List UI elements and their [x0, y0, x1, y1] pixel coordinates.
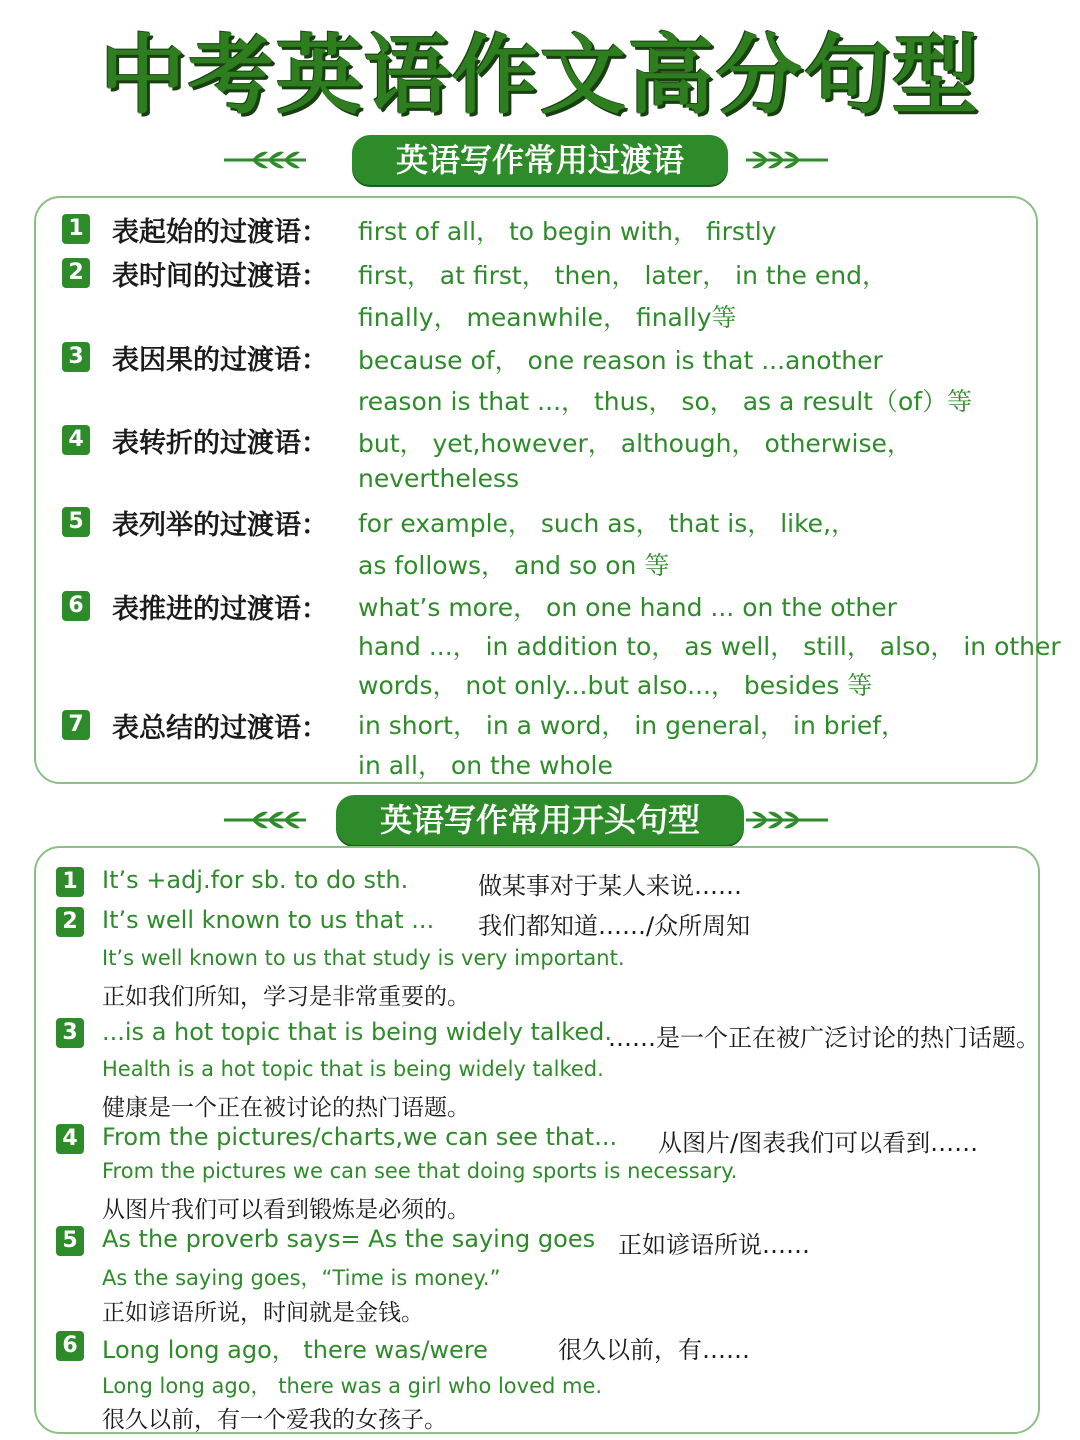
item-number-badge: 4	[62, 425, 90, 455]
pattern-meaning: 很久以前，有……	[558, 1336, 750, 1364]
openings-box	[34, 846, 1040, 1434]
wheat-left-icon	[222, 140, 308, 180]
section-banner-transitions	[0, 130, 1080, 190]
transition-words: but， yet,however， although， otherwise，	[358, 429, 912, 458]
example-english: As the saying goes，“Time is money.”	[102, 1266, 501, 1290]
example-english: From the pictures we can see that doing sports is necessary.	[102, 1159, 738, 1183]
example-chinese: 正如谚语所说，时间就是金钱。	[102, 1300, 424, 1326]
example-chinese: 从图片我们可以看到锻炼是必须的。	[102, 1197, 470, 1223]
transition-words: in all， on the whole	[358, 751, 613, 780]
pattern-meaning: 从图片/图表我们可以看到……	[658, 1129, 979, 1157]
section-banner-openings	[0, 790, 1080, 850]
item-number-badge: 5	[56, 1226, 84, 1256]
item-number-badge: 3	[62, 342, 90, 372]
item-number-badge: 1	[56, 867, 84, 897]
pattern-meaning: 正如谚语所说……	[618, 1231, 810, 1259]
category-label: 表推进的过渡语：	[112, 594, 328, 625]
category-label: 表起始的过渡语：	[112, 217, 328, 248]
example-english: It’s well known to us that study is very important.	[102, 946, 625, 970]
item-number-badge: 1	[62, 214, 90, 244]
transition-words: reason is that ...， thus， so， as a result（of）等	[358, 387, 973, 416]
item-number-badge: 4	[56, 1124, 84, 1154]
transitions-box	[34, 196, 1061, 784]
category-label: 表转折的过渡语：	[112, 428, 328, 459]
wheat-right-icon	[744, 800, 830, 840]
transition-words: as follows， and so on 等	[358, 551, 670, 580]
pattern-english: It’s well known to us that ...	[102, 906, 435, 934]
page-title: 中考英语作文高分句型	[100, 26, 980, 126]
transition-words: in short， in a word， in general， in brief，	[358, 711, 907, 740]
pattern-english: From the pictures/charts,we can see that...	[102, 1123, 618, 1151]
example-chinese: 很久以前，有一个爱我的女孩子。	[102, 1407, 447, 1433]
transition-words: words， not only...but also...， besides 等	[358, 671, 873, 700]
transition-words: first， at first， then， later， in the end，	[358, 261, 887, 290]
transition-words: hand ...， in addition to， as well， still， also， in other	[358, 632, 1061, 661]
pattern-english: ...is a hot topic that is being widely talked.	[102, 1018, 612, 1046]
section-heading: 英语写作常用过渡语	[352, 135, 728, 185]
item-number-badge: 5	[62, 507, 90, 537]
transition-words: because of， one reason is that ...another	[358, 346, 883, 375]
example-english: Health is a hot topic that is being widely talked.	[102, 1057, 604, 1081]
pattern-english: It’s +adj.for sb. to do sth.	[102, 866, 409, 894]
pattern-meaning: ……是一个正在被广泛讨论的热门话题。	[608, 1024, 1040, 1052]
example-english: Long long ago， there was a girl who loved me.	[102, 1374, 603, 1398]
pattern-english: As the proverb says= As the saying goes	[102, 1225, 596, 1253]
section-heading: 英语写作常用开头句型	[336, 795, 744, 845]
item-number-badge: 7	[62, 710, 90, 740]
category-label: 表时间的过渡语：	[112, 261, 328, 292]
wheat-right-icon	[744, 140, 830, 180]
item-number-badge: 6	[56, 1331, 84, 1361]
item-number-badge: 6	[62, 591, 90, 621]
pattern-meaning: 做某事对于某人来说……	[478, 872, 742, 900]
transition-words: finally， meanwhile， finally等	[358, 303, 737, 332]
example-chinese: 正如我们所知，学习是非常重要的。	[102, 984, 470, 1010]
pattern-english: Long long ago， there was/were	[102, 1336, 488, 1364]
transition-words: for example， such as， that is， like,，	[358, 509, 857, 538]
category-label: 表列举的过渡语：	[112, 510, 328, 541]
category-label: 表总结的过渡语：	[112, 713, 328, 744]
pattern-meaning: 我们都知道……/众所周知	[478, 912, 751, 940]
transition-words: what’s more， on one hand ... on the other	[358, 593, 897, 622]
category-label: 表因果的过渡语：	[112, 345, 328, 376]
example-chinese: 健康是一个正在被讨论的热门语题。	[102, 1095, 470, 1121]
transition-words: first of all， to begin with， firstly	[358, 217, 777, 246]
item-number-badge: 3	[56, 1018, 84, 1048]
transition-words: nevertheless	[358, 464, 520, 493]
item-number-badge: 2	[56, 907, 84, 937]
wheat-left-icon	[222, 800, 308, 840]
item-number-badge: 2	[62, 258, 90, 288]
